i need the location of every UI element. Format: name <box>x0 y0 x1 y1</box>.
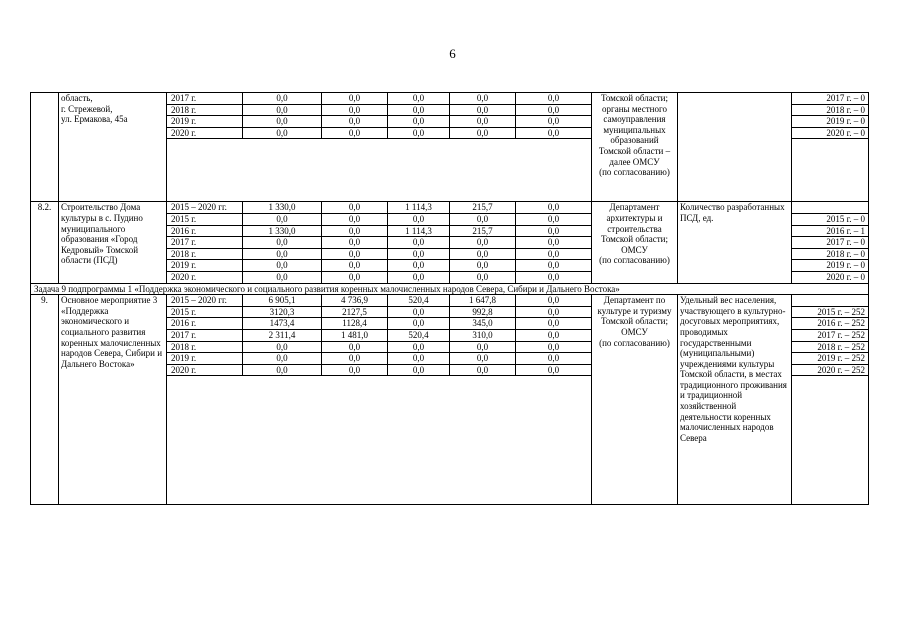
filler-cell <box>167 376 592 505</box>
value-cell: 0,0 <box>516 93 592 105</box>
value-cell: 0,0 <box>516 295 592 307</box>
value-cell: 0,0 <box>322 341 388 353</box>
table-row <box>31 202 869 214</box>
target-cell: 2015 г. – 252 <box>792 306 869 318</box>
value-cell: 215,7 <box>450 225 516 237</box>
value-cell: 0,0 <box>322 104 388 116</box>
value-cell: 0,0 <box>388 260 450 272</box>
value-cell: 0,0 <box>516 306 592 318</box>
target-cell: 2016 г. – 1 <box>792 225 869 237</box>
table-row <box>31 93 869 105</box>
value-cell: 0,0 <box>322 353 388 365</box>
value-cell: 0,0 <box>516 213 592 225</box>
target-cell: 2018 г. – 0 <box>792 104 869 116</box>
value-cell: 0,0 <box>516 364 592 376</box>
filler-cell <box>167 139 592 202</box>
item-name-cell: область, г. Стрежевой, ул. Ермакова, 45а <box>59 93 167 202</box>
year-cell: 2019 г. <box>167 116 243 128</box>
executor-cell: Томской области; органы местного самоуправления муниципальных образований Томской области – далее ОМСУ (по согласованию) <box>592 93 678 202</box>
target-cell: 2018 г. – 0 <box>792 248 869 260</box>
value-cell: 0,0 <box>243 237 322 249</box>
value-cell: 0,0 <box>450 237 516 249</box>
value-cell: 0,0 <box>516 104 592 116</box>
item-number-cell <box>31 93 59 202</box>
value-cell: 0,0 <box>516 341 592 353</box>
value-cell: 0,0 <box>322 127 388 139</box>
value-cell: 0,0 <box>450 213 516 225</box>
value-cell: 0,0 <box>388 237 450 249</box>
year-cell: 2015 – 2020 гг. <box>167 295 243 307</box>
value-cell: 6 905,1 <box>243 295 322 307</box>
value-cell: 0,0 <box>450 116 516 128</box>
value-cell: 2127,5 <box>322 306 388 318</box>
value-cell: 0,0 <box>388 104 450 116</box>
value-cell: 0,0 <box>388 213 450 225</box>
target-cell <box>792 295 869 307</box>
value-cell: 0,0 <box>322 225 388 237</box>
indicator-cell: Количество разработанных ПСД, ед. <box>678 202 792 283</box>
value-cell: 992,8 <box>450 306 516 318</box>
value-cell: 0,0 <box>450 248 516 260</box>
year-cell: 2016 г. <box>167 318 243 330</box>
year-cell: 2015 г. <box>167 213 243 225</box>
program-table <box>30 92 869 505</box>
value-cell: 1 330,0 <box>243 225 322 237</box>
target-cell: 2016 г. – 252 <box>792 318 869 330</box>
value-cell: 0,0 <box>450 271 516 283</box>
indicator-cell <box>678 93 792 202</box>
value-cell: 0,0 <box>516 318 592 330</box>
value-cell: 3120,3 <box>243 306 322 318</box>
target-cell: 2018 г. – 252 <box>792 341 869 353</box>
program-table-container <box>30 92 869 505</box>
task-row <box>31 283 869 295</box>
year-cell: 2017 г. <box>167 93 243 105</box>
value-cell: 1 481,0 <box>322 329 388 341</box>
year-cell: 2018 г. <box>167 248 243 260</box>
item-name-cell: Строительство Дома культуры в с. Пудино муниципального образования «Город Кедровый» Томской области (ПСД) <box>59 202 167 283</box>
value-cell: 0,0 <box>243 213 322 225</box>
value-cell: 0,0 <box>388 306 450 318</box>
value-cell: 520,4 <box>388 295 450 307</box>
value-cell: 1 114,3 <box>388 225 450 237</box>
target-cell: 2020 г. – 0 <box>792 127 869 139</box>
year-cell: 2018 г. <box>167 341 243 353</box>
value-cell: 2 311,4 <box>243 329 322 341</box>
value-cell: 1 647,8 <box>450 295 516 307</box>
value-cell: 0,0 <box>322 213 388 225</box>
value-cell: 0,0 <box>322 364 388 376</box>
value-cell: 0,0 <box>243 248 322 260</box>
value-cell: 0,0 <box>243 260 322 272</box>
value-cell: 0,0 <box>450 341 516 353</box>
value-cell: 0,0 <box>322 248 388 260</box>
value-cell: 0,0 <box>388 127 450 139</box>
value-cell: 0,0 <box>388 271 450 283</box>
value-cell: 4 736,9 <box>322 295 388 307</box>
value-cell: 0,0 <box>388 318 450 330</box>
executor-cell: Департамент архитектуры и строительства Томской области; ОМСУ (по согласованию) <box>592 202 678 283</box>
value-cell: 0,0 <box>450 260 516 272</box>
value-cell: 0,0 <box>516 329 592 341</box>
value-cell: 0,0 <box>450 104 516 116</box>
value-cell: 0,0 <box>516 127 592 139</box>
value-cell: 0,0 <box>388 353 450 365</box>
year-cell: 2016 г. <box>167 225 243 237</box>
value-cell: 0,0 <box>243 341 322 353</box>
year-cell: 2017 г. <box>167 329 243 341</box>
value-cell: 0,0 <box>388 93 450 105</box>
value-cell: 0,0 <box>516 225 592 237</box>
value-cell: 0,0 <box>516 116 592 128</box>
value-cell: 0,0 <box>388 341 450 353</box>
executor-cell: Департамент по культуре и туризму Томской области; ОМСУ (по согласованию) <box>592 295 678 505</box>
filler-cell <box>792 139 869 202</box>
year-cell: 2017 г. <box>167 237 243 249</box>
table-body <box>31 93 869 505</box>
value-cell: 0,0 <box>516 271 592 283</box>
filler-cell <box>792 376 869 505</box>
year-cell: 2019 г. <box>167 353 243 365</box>
value-cell: 0,0 <box>516 260 592 272</box>
year-cell: 2018 г. <box>167 104 243 116</box>
value-cell: 1 114,3 <box>388 202 450 214</box>
value-cell: 0,0 <box>450 93 516 105</box>
target-cell: 2017 г. – 0 <box>792 237 869 249</box>
target-cell: 2015 г. – 0 <box>792 213 869 225</box>
value-cell: 0,0 <box>516 237 592 249</box>
target-cell: 2020 г. – 252 <box>792 364 869 376</box>
year-cell: 2020 г. <box>167 364 243 376</box>
value-cell: 0,0 <box>450 353 516 365</box>
year-cell: 2015 г. <box>167 306 243 318</box>
value-cell: 0,0 <box>322 237 388 249</box>
target-cell <box>792 202 869 214</box>
item-number-cell: 8.2. <box>31 202 59 283</box>
value-cell: 0,0 <box>322 202 388 214</box>
value-cell: 0,0 <box>243 364 322 376</box>
value-cell: 345,0 <box>450 318 516 330</box>
year-cell: 2020 г. <box>167 271 243 283</box>
value-cell: 0,0 <box>243 93 322 105</box>
value-cell: 0,0 <box>516 353 592 365</box>
item-name-cell: Основное мероприятие 3 «Поддержка экономического и социального развития коренных малочисленных народов Севера, Сибири и Дальнего Востока» <box>59 295 167 505</box>
target-cell: 2020 г. – 0 <box>792 271 869 283</box>
page-number: 6 <box>449 46 456 61</box>
value-cell: 215,7 <box>450 202 516 214</box>
year-cell: 2020 г. <box>167 127 243 139</box>
value-cell: 0,0 <box>322 271 388 283</box>
value-cell: 0,0 <box>322 260 388 272</box>
value-cell: 0,0 <box>322 93 388 105</box>
indicator-cell: Удельный вес населения, участвующего в культурно-досуговых мероприятиях, проводимых государственными (муниципальными) учреждениями культуры Томской области, в местах традиционного проживания и традиционной хозяйственной деятельности коренных малочисленных народов Севера <box>678 295 792 505</box>
year-cell: 2019 г. <box>167 260 243 272</box>
value-cell: 1473,4 <box>243 318 322 330</box>
value-cell: 0,0 <box>243 116 322 128</box>
target-cell: 2019 г. – 252 <box>792 353 869 365</box>
value-cell: 0,0 <box>516 248 592 260</box>
value-cell: 0,0 <box>388 116 450 128</box>
value-cell: 0,0 <box>322 116 388 128</box>
task-cell: Задача 9 подпрограммы 1 «Поддержка экономического и социального развития коренных малочисленных народов Севера, Сибири и Дальнего Востока» <box>31 283 869 295</box>
value-cell: 0,0 <box>388 248 450 260</box>
value-cell: 0,0 <box>450 364 516 376</box>
target-cell: 2019 г. – 0 <box>792 260 869 272</box>
value-cell: 0,0 <box>243 271 322 283</box>
value-cell: 1 330,0 <box>243 202 322 214</box>
value-cell: 0,0 <box>243 353 322 365</box>
value-cell: 0,0 <box>243 127 322 139</box>
table-row <box>31 295 869 307</box>
value-cell: 310,0 <box>450 329 516 341</box>
target-cell: 2017 г. – 252 <box>792 329 869 341</box>
value-cell: 0,0 <box>450 127 516 139</box>
item-number-cell: 9. <box>31 295 59 505</box>
target-cell: 2019 г. – 0 <box>792 116 869 128</box>
value-cell: 0,0 <box>388 364 450 376</box>
year-cell: 2015 – 2020 гг. <box>167 202 243 214</box>
value-cell: 0,0 <box>243 104 322 116</box>
value-cell: 520,4 <box>388 329 450 341</box>
value-cell: 1128,4 <box>322 318 388 330</box>
value-cell: 0,0 <box>516 202 592 214</box>
target-cell: 2017 г. – 0 <box>792 93 869 105</box>
